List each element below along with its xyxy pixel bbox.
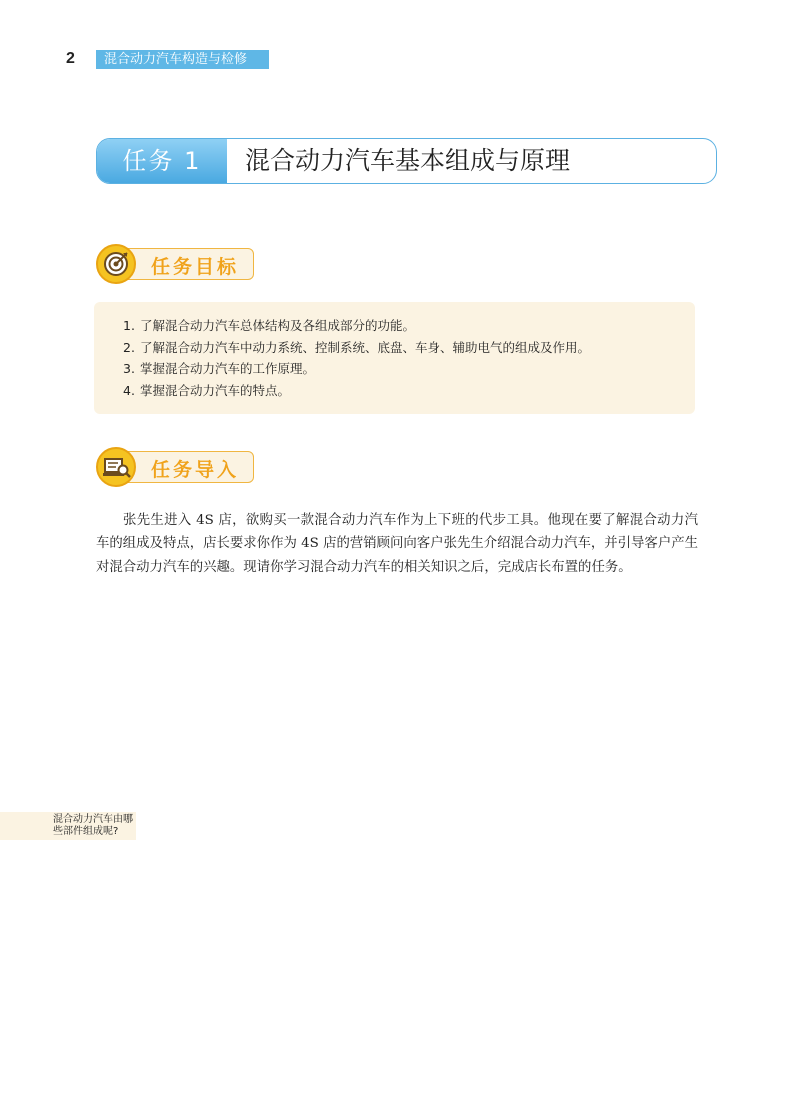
list-item — [123, 315, 695, 337]
task-banner — [96, 138, 717, 184]
introduction-heading: 任务导入 — [151, 459, 240, 481]
task-number: 任务 1 — [97, 139, 227, 183]
objectives-panel — [94, 302, 695, 414]
objectives-list — [94, 302, 695, 401]
page-number: 2 — [66, 50, 75, 67]
objectives-heading: 任务目标 — [151, 256, 240, 278]
introduction-paragraph: 张先生进入 4S 店，欲购买一款混合动力汽车作为上下班的代步工具。他现在要了解混合动力汽车的组成及特点，店长要求你作为 4S 店的营销顾问向客户张先生介绍混合动力汽车，并引导客户产生对混合动力汽车的兴趣。现请你学习混合动力汽车的相关知识之后，完成店长布置的任务。 — [96, 513, 698, 575]
item-text: 了解混合动力汽车总体结构及各组成部分的功能。 — [140, 318, 416, 333]
introduction-heading-badge — [96, 447, 256, 487]
introduction-heading-pill — [116, 451, 254, 483]
item-number: 1. — [123, 318, 135, 333]
task-title: 混合动力汽车基本组成与原理 — [245, 146, 571, 175]
computer-search-icon — [96, 447, 136, 487]
list-item — [123, 380, 695, 402]
list-item — [123, 358, 695, 380]
objectives-heading-badge — [96, 244, 256, 284]
item-text: 掌握混合动力汽车的特点。 — [140, 382, 291, 398]
book-title: 混合动力汽车构造与检修 — [96, 50, 269, 69]
item-number: 3. — [123, 361, 135, 376]
objectives-heading-pill — [116, 248, 254, 280]
item-text: 掌握混合动力汽车的工作原理。 — [140, 361, 316, 376]
side-note-text: 混合动力汽车由哪些部件组成呢? — [53, 814, 133, 837]
list-item — [123, 337, 695, 359]
item-text: 了解混合动力汽车中动力系统、控制系统、底盘、车身、辅助电气的组成及作用。 — [140, 339, 591, 355]
item-number: 4. — [123, 382, 135, 398]
item-number: 2. — [123, 339, 135, 355]
target-icon — [96, 244, 136, 284]
side-note — [0, 812, 136, 840]
